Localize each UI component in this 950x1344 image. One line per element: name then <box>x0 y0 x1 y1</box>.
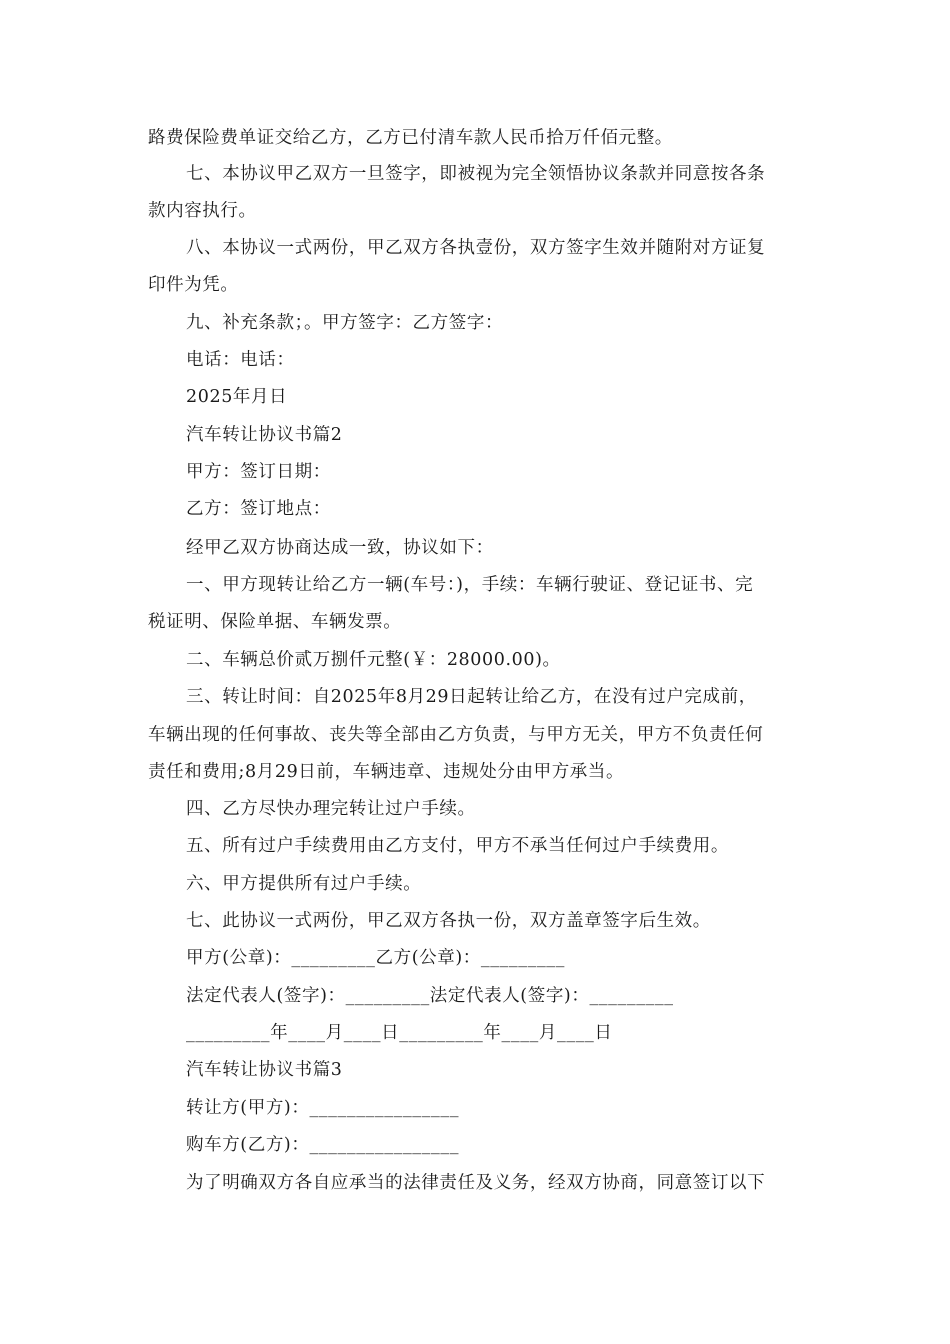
clause-8: 八、本协议一式两份，甲乙双方各执壹份，双方签字生效并随附对方证复 <box>186 238 766 258</box>
clause-7: 七、本协议甲乙双方一旦签字，即被视为完全领悟协议条款并同意按各条 <box>186 164 766 184</box>
text-line: 责任和费用;8月29日前，车辆违章、违规处分由甲方承当。 <box>148 762 625 782</box>
seal-line: 甲方(公章)：_________乙方(公章)：_________ <box>186 948 566 968</box>
section-heading: 汽车转让协议书篇3 <box>186 1060 343 1080</box>
purpose-line: 为了明确双方各自应承当的法律责任及义务，经双方协商，同意签订以下 <box>186 1173 766 1193</box>
text-line: 路费保险费单证交给乙方，乙方已付清车款人民币拾万仟佰元整。 <box>148 128 673 148</box>
clause-9: 九、补充条款；。甲方签字：乙方签字： <box>186 313 504 333</box>
clause-2: 二、车辆总价贰万捌仟元整(￥：28000.00)。 <box>186 650 561 670</box>
clause-5: 五、所有过户手续费用由乙方支付，甲方不承当任何过户手续费用。 <box>186 836 729 856</box>
date-line: 2025年月日 <box>186 387 288 407</box>
section-heading: 汽车转让协议书篇2 <box>186 425 343 445</box>
text-line: 印件为凭。 <box>148 275 239 295</box>
clause-1: 一、甲方现转让给乙方一辆(车号：)，手续：车辆行驶证、登记证书、完 <box>186 575 754 595</box>
clause-3: 三、转让时间：自2025年8月29日起转让给乙方，在没有过户完成前， <box>186 687 757 707</box>
text-line: 税证明、保险单据、车辆发票。 <box>148 612 402 632</box>
signature-line: 法定代表人(签字)：_________法定代表人(签字)：_________ <box>186 986 674 1006</box>
party-b-line: 乙方：签订地点： <box>186 499 331 519</box>
clause-4: 四、乙方尽快办理完转让过户手续。 <box>186 799 476 819</box>
clause-7b: 七、此协议一式两份，甲乙双方各执一份，双方盖章签字后生效。 <box>186 911 711 931</box>
buyer-line: 购车方(乙方)：________________ <box>186 1135 460 1155</box>
party-a-line: 甲方：签订日期： <box>186 462 331 482</box>
agreement-intro: 经甲乙双方协商达成一致，协议如下： <box>186 538 494 558</box>
transferor-line: 转让方(甲方)：________________ <box>186 1098 460 1118</box>
text-line: 车辆出现的任何事故、丧失等全部由乙方负责，与甲方无关，甲方不负责任何 <box>148 725 764 745</box>
date-blank-line: _________年____月____日_________年____月____日 <box>186 1023 613 1043</box>
text-line: 款内容执行。 <box>148 201 257 221</box>
clause-6: 六、甲方提供所有过户手续。 <box>186 874 422 894</box>
phone-line: 电话：电话： <box>186 350 295 370</box>
